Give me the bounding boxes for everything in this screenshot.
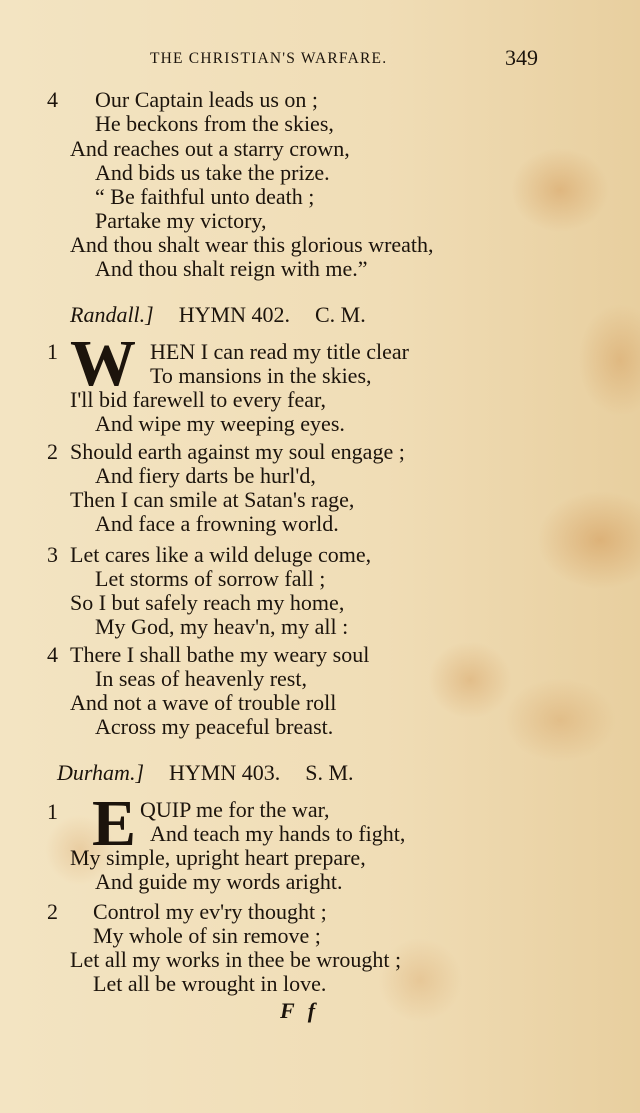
verse-line: And bids us take the prize. <box>95 160 330 185</box>
verse-line: Partake my victory, <box>95 208 267 233</box>
stanza-number: 4 <box>47 642 58 667</box>
tune-name: Durham.] <box>57 760 145 785</box>
verse-line: I'll bid farewell to every fear, <box>70 387 326 412</box>
verse-line: In seas of heavenly rest, <box>95 666 307 691</box>
verse-line: And teach my hands to fight, <box>150 821 406 846</box>
verse-line: Let all my works in thee be wrought ; <box>70 947 402 972</box>
verse-line: To mansions in the skies, <box>150 363 372 388</box>
verse-line: QUIP me for the war, <box>140 797 330 822</box>
stanza-number: 3 <box>47 542 58 567</box>
verse-line: And face a frowning world. <box>95 511 339 536</box>
running-title: THE CHRISTIAN'S WARFARE. <box>150 50 388 67</box>
stanza-number: 2 <box>47 899 58 924</box>
stanza-number: 2 <box>47 439 58 464</box>
verse-line: And not a wave of trouble roll <box>70 690 337 715</box>
stanza-number: 1 <box>47 339 58 364</box>
hymn-title: HYMN 402. <box>178 302 290 327</box>
verse-line: And guide my words aright. <box>95 869 343 894</box>
verse-line: And reaches out a starry crown, <box>70 136 350 161</box>
verse-line: “ Be faithful unto death ; <box>95 184 315 209</box>
verse-line: Across my peaceful breast. <box>95 714 334 739</box>
verse-line: And thou shalt reign with me.” <box>95 256 368 281</box>
verse-line: And thou shalt wear this glorious wreath, <box>70 232 434 257</box>
verse-line: Let storms of sorrow fall ; <box>95 566 326 591</box>
verse-line: Let cares like a wild deluge come, <box>70 542 372 567</box>
verse-line: There I shall bathe my weary soul <box>70 642 370 667</box>
verse-line: Then I can smile at Satan's rage, <box>70 487 355 512</box>
verse-line: Our Captain leads us on ; <box>95 87 319 112</box>
hymn-meter: S. M. <box>305 760 354 785</box>
verse-line: My whole of sin remove ; <box>93 923 321 948</box>
verse-line: Control my ev'ry thought ; <box>93 899 327 924</box>
page-number: 349 <box>505 45 538 70</box>
hymn-meter: C. M. <box>314 302 366 327</box>
hymn-heading-403 <box>57 761 354 785</box>
verse-line: HEN I can read my title clear <box>150 339 409 364</box>
verse-line: And fiery darts be hurl'd, <box>95 463 316 488</box>
verse-line: Should earth against my soul engage ; <box>70 439 405 464</box>
verse-line: My simple, upright heart prepare, <box>70 845 366 870</box>
verse-line: Let all be wrought in love. <box>93 971 327 996</box>
stanza-number: 4 <box>47 87 58 112</box>
drop-cap: E <box>92 787 137 860</box>
verse-line: So I but safely reach my home, <box>70 590 345 615</box>
hymn-heading-402 <box>70 303 366 327</box>
signature-mark: F f <box>280 998 320 1023</box>
verse-line: My God, my heav'n, my all : <box>95 614 349 639</box>
verse-line: And wipe my weeping eyes. <box>95 411 345 436</box>
drop-cap: W <box>70 327 136 400</box>
stanza-number: 1 <box>47 799 58 824</box>
hymn-title: HYMN 403. <box>169 760 281 785</box>
verse-line: He beckons from the skies, <box>95 111 334 136</box>
tune-name: Randall.] <box>70 302 154 327</box>
